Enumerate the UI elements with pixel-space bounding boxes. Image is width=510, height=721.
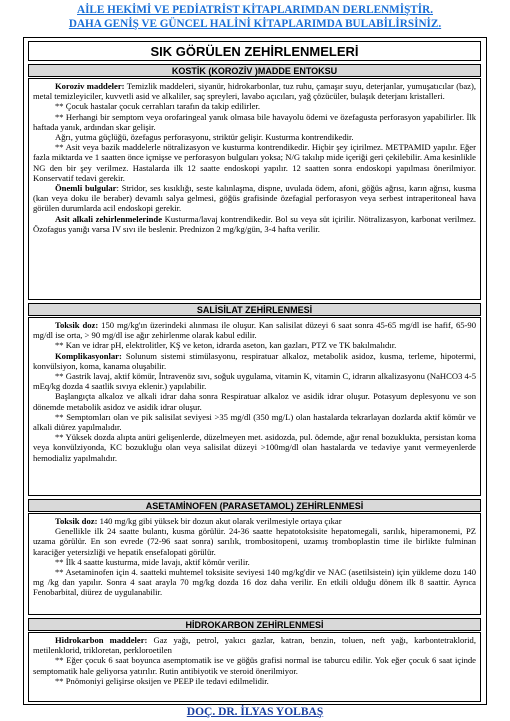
section-body-hydrocarbon bbox=[28, 632, 481, 702]
paragraph bbox=[33, 655, 476, 675]
paragraph-text: Kusturma/lavaj kontrendikedir. Bol su veya süt içirilir. Nötralizasyon, karbonat verilmez. Özofagus yanığı varsa IV sıvı ile beslenir. Prednizon 2 mg/kg/gün, 3-4 hafta verilir. bbox=[33, 213, 476, 234]
section-body-caustic bbox=[28, 78, 481, 300]
banner-line-2: DAHA GENİŞ VE GÜNCEL HALİNİ KİTAPLARIMDA BULABİLİRSİNİZ. bbox=[68, 18, 442, 30]
paragraph bbox=[33, 567, 476, 598]
paragraph-lead: Asit alkali zehirlenmelerinde bbox=[55, 213, 163, 224]
paragraph-text: Temizlik maddeleri, siyanür, hidrokarbonlar, tuz ruhu, çamaşır suyu, deterjanlar, yumuşatıcılar (baz), metal temizleyiciler, kuvvetli asid ve alkaliler, saç spreyleri, lavabo açıcıları, yağ çözücüler, bulaşık deterjanı kristalleri. bbox=[33, 81, 477, 102]
paragraph bbox=[33, 412, 476, 432]
paragraph bbox=[33, 132, 476, 142]
paragraph-text: Ağrı, yutma güçlüğü, özefagus perforasyonu, striktür gelişir. Kusturma kontrendikedir. bbox=[55, 132, 354, 143]
paragraph-text: ** Yüksek dozda alıpta anüri gelişenlerde, düzelmeyen met. asidozda, pul. ödemde, ağır renal bozuklukta, persistan koma veya konvülziyonda, KC bozukluğu olan veya salisilat düzeyi >100mg/dl olan hastalarda ve tedaviye yanıt vermeyenlerde hemodializ yapılmalıdır. bbox=[33, 432, 476, 463]
document-frame bbox=[23, 37, 487, 705]
paragraph-text: ** Semptomları olan ve pik salisilat seviyesi >35 mg/dl (350 mg/L) olan hastalarda tekrarlayan dozlarda aktif kömür ve alkali diürez yapılmalıdır. bbox=[33, 411, 476, 433]
paragraph-lead: Önemli bulgular bbox=[55, 183, 117, 194]
paragraph bbox=[33, 81, 476, 101]
paragraph bbox=[33, 676, 476, 686]
paragraph bbox=[33, 557, 476, 567]
paragraph bbox=[33, 320, 476, 340]
paragraph-text: : Stridor, ses kısıklığı, seste kalınlaşma, dispne, uvulada ödem, afoni, göğüs ağrısı, karın ağrısı, kusma (kan veya doku ile beraber) devamlı salya gelmesi, göğüs grafisinde özefagial perforasyon veya serbest intraperitoneal hava görülen durumlarda acil endoskopi gerekir. bbox=[33, 183, 476, 214]
paragraph bbox=[33, 516, 476, 526]
author-signature: DOÇ. DR. İLYAS YOLBAŞ bbox=[186, 706, 324, 718]
paragraph bbox=[33, 351, 476, 371]
paragraph bbox=[33, 112, 476, 132]
paragraph bbox=[33, 635, 476, 655]
paragraph-text: ** Kan ve idrar pH, elektrolitler, KŞ ve keton, idrarda aseton, kan gazları, PTZ ve TK bakılmalıdır. bbox=[55, 340, 397, 351]
paragraph-text: ** Çocuk hastalar çocuk cerrahları tarafın da takip edilirler. bbox=[55, 101, 260, 112]
paragraph-text: Gaz yağı, petrol, yakıcı gazlar, katran, benzin, toluen, neft yağı, karbontetraklorid, metilenklorid, trikloretan, perkloroetilen bbox=[33, 635, 476, 656]
paragraph bbox=[33, 183, 476, 214]
paragraph-lead: Hidrokarbon maddeler: bbox=[55, 635, 148, 645]
paragraph-lead: Komplikasyonlar: bbox=[55, 350, 122, 361]
paragraph bbox=[33, 142, 476, 183]
paragraph bbox=[33, 101, 476, 111]
banner-line-1: AİLE HEKİMİ VE PEDİATRİST KİTAPLARIMDAN DERLENMİŞTİR. bbox=[77, 4, 433, 16]
page-title: SIK GÖRÜLEN ZEHİRLENMELERİ bbox=[28, 41, 481, 61]
section-heading-acetaminophen: ASETAMİNOFEN (PARASETAMOL) ZEHİRLENMESİ bbox=[28, 499, 481, 512]
section-body-salicylate bbox=[28, 317, 481, 496]
paragraph-lead: Toksik doz: bbox=[55, 320, 99, 330]
paragraph-text: Genellikle ilk 24 saatte bulantı, kusma görülür. 24-36 saatte hepatotoksisite hepatomegali, sarılık, hiperamonemi, PZ uzama görülür. En son evrede (72-96 saat sonra) sarılık, trombositopeni, uzamış tromboplastin time ile birlikte fulminan karaciğer yetersizliği ve hepatik ensefalopati görülür. bbox=[33, 526, 476, 557]
paragraph bbox=[33, 526, 476, 557]
paragraph-text: 140 mg/kg gibi yüksek bir dozun akut olarak verilmesiyle ortaya çıkar bbox=[97, 516, 342, 526]
paragraph-lead: Toksik doz: bbox=[55, 516, 98, 526]
paragraph-text: 150 mg/kg'ın üzerindeki alınması ile oluşur. Kan salisilat düzeyi 6 saat sonra 45-65 mg/dl ise hafif, 65-90 mg/dl ise orta, > 90 mg/dl ise ağır zehirlenme olarak kabul edilir. bbox=[33, 320, 476, 341]
paragraph-text: ** Asetaminofen için 4. saatteki muhtemel toksisite seviyesi 140 mg/kg'dir ve NAC (asetilsistein) için yükleme dozu 140 mg /kg dan yapılır. Sonra 4 saat arayla 70 mg/kg dozda 16 doz daha verilir. En etkili olduğu dönem ilk 8 saattir. Ayrıca Fenobarbital, diürez de uygulanabilir. bbox=[33, 567, 476, 598]
paragraph bbox=[33, 432, 476, 463]
section-heading-caustic: KOSTİK (KOROZİV )MADDE ENTOKSU bbox=[28, 64, 481, 77]
paragraph bbox=[33, 340, 476, 350]
section-body-acetaminophen bbox=[28, 513, 481, 615]
paragraph-text: Solunum sistemi stimülasyonu, respiratuar alkaloz, metabolik asidoz, kusma, terleme, hipotermi, konvülsiyon, koma, kanama oluşabilir. bbox=[33, 350, 476, 371]
paragraph-text: ** İlk 4 saatte kusturma, mide lavajı, aktif kömür verilir. bbox=[55, 556, 250, 567]
paragraph-text: ** Asit veya bazik maddelerle nötralizasyon ve kusturma kontrendikedir. Hiçbir şey içirilmez. METPAMID yapılır. Eğer fazla miktarda ve 1 saatten önce içmişse ve perforasyon bulguları yoksa; N/G takılıp mide içeriği geri çekilebilir. Ama kesinlikle NG den bir şey verilmez. Hastalarda ilk 12 saatte endoskopi yapılır. 12 saatten sonra endoskopi yapılması önerilmiyor. Konservatif tedavi gerekir. bbox=[33, 142, 476, 183]
section-heading-salicylate: SALİSİLAT ZEHİRLENMESİ bbox=[28, 303, 481, 316]
paragraph-text: ** Eğer çocuk 6 saat boyunca asemptomatik ise ve göğüs grafisi normal ise taburcu edilir. Yok eğer çocuk 6 saat içinde semptomatik hale geliyorsa yatırılır. Rutin antibiyotik ve steroid önerilmiyor. bbox=[33, 655, 476, 676]
paragraph bbox=[33, 371, 476, 391]
paragraph-text: ** Gastrik lavaj, aktif kömür, İntravenöz sıvı, soğuk uygulama, vitamin K, vitamin C, idrarın alkalizasyonu (NaHCO3 4-5 mEq/kg dozda 4 saatlik sıvıya eklenir.) yapılabilir. bbox=[33, 371, 476, 392]
paragraph-lead: Koroziv maddeler: bbox=[55, 81, 125, 91]
section-heading-hydrocarbon: HİDROKARBON ZEHİRLENMESİ bbox=[28, 618, 481, 631]
paragraph bbox=[33, 391, 476, 411]
paragraph-text: Başlangıçta alkaloz ve alkali idrar daha sonra Respiratuar alkaloz ve asidik idrar oluşur. Potasyum deplesyonu ve son dönemde metabolik asidoz ve asidik idrar oluşur. bbox=[33, 391, 476, 412]
paragraph-text: ** Herhangi bir semptom veya orofaringeal yanık olmasa bile havayolu ödemi ve özefagusta perforasyon yapabilirler. İlk haftada yanık, ardından skar gelişir. bbox=[33, 111, 476, 132]
paragraph bbox=[33, 214, 476, 234]
paragraph-text: ** Pnömoniyi gelişirse oksijen ve PEEP ile tedavi edilmelidir. bbox=[55, 675, 269, 686]
